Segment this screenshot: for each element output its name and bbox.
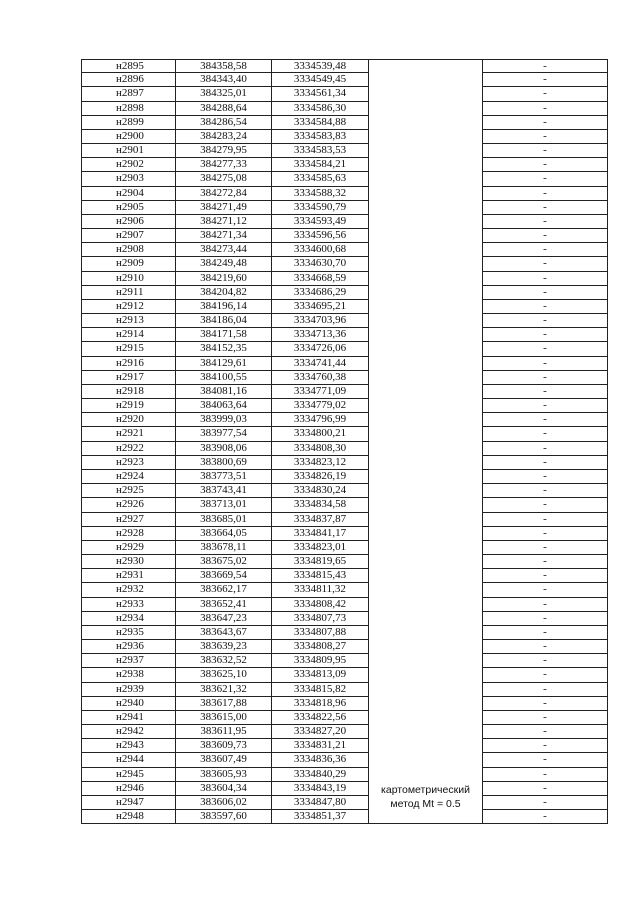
- x-coordinate-cell: 384219,60: [175, 272, 271, 285]
- x-coordinate-cell: 383669,54: [175, 569, 271, 582]
- point-id-cell: н2944: [81, 753, 175, 766]
- table-row: [81, 385, 608, 399]
- point-id-cell: н2901: [81, 144, 175, 157]
- point-id-cell: н2928: [81, 527, 175, 540]
- point-id-cell: н2895: [81, 60, 175, 72]
- point-id-cell: н2908: [81, 243, 175, 256]
- table-row: [81, 130, 608, 144]
- table-row: [81, 243, 608, 257]
- table-row: [81, 413, 608, 427]
- point-id-cell: н2945: [81, 768, 175, 781]
- table-row: [81, 683, 608, 697]
- point-id-cell: н2933: [81, 598, 175, 611]
- point-id-cell: н2940: [81, 697, 175, 710]
- value-cell: -: [482, 413, 608, 426]
- x-coordinate-cell: 383609,73: [175, 739, 271, 752]
- x-coordinate-cell: 384288,64: [175, 102, 271, 115]
- y-coordinate-cell: 3334827,20: [271, 725, 368, 738]
- y-coordinate-cell: 3334807,88: [271, 626, 368, 639]
- y-coordinate-cell: 3334596,56: [271, 229, 368, 242]
- y-coordinate-cell: 3334760,38: [271, 371, 368, 384]
- y-coordinate-cell: 3334823,12: [271, 456, 368, 469]
- x-coordinate-cell: 383662,17: [175, 583, 271, 596]
- value-cell: -: [482, 782, 608, 795]
- value-cell: -: [482, 470, 608, 483]
- x-coordinate-cell: 384196,14: [175, 300, 271, 313]
- table-row: [81, 300, 608, 314]
- y-coordinate-cell: 3334549,45: [271, 73, 368, 86]
- x-coordinate-cell: 384186,04: [175, 314, 271, 327]
- y-coordinate-cell: 3334815,43: [271, 569, 368, 582]
- value-cell: -: [482, 583, 608, 596]
- x-coordinate-cell: 383639,23: [175, 640, 271, 653]
- table-row: [81, 371, 608, 385]
- point-id-cell: н2947: [81, 796, 175, 809]
- x-coordinate-cell: 383678,11: [175, 541, 271, 554]
- x-coordinate-cell: 383800,69: [175, 456, 271, 469]
- table-row: [81, 697, 608, 711]
- point-id-cell: н2919: [81, 399, 175, 412]
- table-row: [81, 484, 608, 498]
- table-row: [81, 328, 608, 342]
- value-cell: -: [482, 342, 608, 355]
- table-row: [81, 555, 608, 569]
- y-coordinate-cell: 3334539,48: [271, 60, 368, 72]
- point-id-cell: н2923: [81, 456, 175, 469]
- y-coordinate-cell: 3334809,95: [271, 654, 368, 667]
- point-id-cell: н2910: [81, 272, 175, 285]
- x-coordinate-cell: 384325,01: [175, 87, 271, 100]
- x-coordinate-cell: 384152,35: [175, 342, 271, 355]
- value-cell: -: [482, 541, 608, 554]
- table-row: [81, 187, 608, 201]
- table-row: [81, 215, 608, 229]
- x-coordinate-cell: 383908,06: [175, 442, 271, 455]
- table-row: [81, 753, 608, 767]
- x-coordinate-cell: 383625,10: [175, 668, 271, 681]
- point-id-cell: н2930: [81, 555, 175, 568]
- x-coordinate-cell: 383647,23: [175, 612, 271, 625]
- point-id-cell: н2948: [81, 810, 175, 823]
- y-coordinate-cell: 3334822,56: [271, 711, 368, 724]
- y-coordinate-cell: 3334583,83: [271, 130, 368, 143]
- value-cell: -: [482, 272, 608, 285]
- x-coordinate-cell: 383604,34: [175, 782, 271, 795]
- value-cell: -: [482, 286, 608, 299]
- value-cell: -: [482, 399, 608, 412]
- x-coordinate-cell: 384272,84: [175, 187, 271, 200]
- value-cell: -: [482, 626, 608, 639]
- table-row: [81, 399, 608, 413]
- value-cell: -: [482, 158, 608, 171]
- value-cell: -: [482, 697, 608, 710]
- x-coordinate-cell: 383611,95: [175, 725, 271, 738]
- point-id-cell: н2943: [81, 739, 175, 752]
- x-coordinate-cell: 384063,64: [175, 399, 271, 412]
- point-id-cell: н2906: [81, 215, 175, 228]
- y-coordinate-cell: 3334584,21: [271, 158, 368, 171]
- point-id-cell: н2912: [81, 300, 175, 313]
- y-coordinate-cell: 3334807,73: [271, 612, 368, 625]
- y-coordinate-cell: 3334583,53: [271, 144, 368, 157]
- table-row: [81, 711, 608, 725]
- y-coordinate-cell: 3334590,79: [271, 201, 368, 214]
- y-coordinate-cell: 3334831,21: [271, 739, 368, 752]
- value-cell: -: [482, 172, 608, 185]
- value-cell: -: [482, 498, 608, 511]
- value-cell: -: [482, 711, 608, 724]
- point-id-cell: н2939: [81, 683, 175, 696]
- x-coordinate-cell: 383643,67: [175, 626, 271, 639]
- point-id-cell: н2914: [81, 328, 175, 341]
- point-id-cell: н2920: [81, 413, 175, 426]
- x-coordinate-cell: 384171,58: [175, 328, 271, 341]
- y-coordinate-cell: 3334800,21: [271, 427, 368, 440]
- y-coordinate-cell: 3334588,32: [271, 187, 368, 200]
- point-id-cell: н2937: [81, 654, 175, 667]
- y-coordinate-cell: 3334815,82: [271, 683, 368, 696]
- value-cell: -: [482, 385, 608, 398]
- y-coordinate-cell: 3334668,59: [271, 272, 368, 285]
- table-row: [81, 569, 608, 583]
- y-coordinate-cell: 3334840,29: [271, 768, 368, 781]
- y-coordinate-cell: 3334695,21: [271, 300, 368, 313]
- table-row: [81, 810, 608, 824]
- method-line-2: метод Mt = 0.5: [390, 798, 461, 810]
- point-id-cell: н2941: [81, 711, 175, 724]
- table-row: [81, 286, 608, 300]
- value-cell: -: [482, 612, 608, 625]
- table-row: [81, 527, 608, 541]
- point-id-cell: н2917: [81, 371, 175, 384]
- point-id-cell: н2915: [81, 342, 175, 355]
- value-cell: -: [482, 640, 608, 653]
- value-cell: -: [482, 683, 608, 696]
- table-row: [81, 357, 608, 371]
- point-id-cell: н2935: [81, 626, 175, 639]
- point-id-cell: н2911: [81, 286, 175, 299]
- table-body: [81, 59, 608, 824]
- value-cell: -: [482, 654, 608, 667]
- y-coordinate-cell: 3334836,36: [271, 753, 368, 766]
- y-coordinate-cell: 3334771,09: [271, 385, 368, 398]
- coordinates-table: [81, 59, 608, 824]
- x-coordinate-cell: 384204,82: [175, 286, 271, 299]
- y-coordinate-cell: 3334593,49: [271, 215, 368, 228]
- y-coordinate-cell: 3334585,63: [271, 172, 368, 185]
- x-coordinate-cell: 383713,01: [175, 498, 271, 511]
- value-cell: -: [482, 796, 608, 809]
- point-id-cell: н2926: [81, 498, 175, 511]
- value-cell: -: [482, 328, 608, 341]
- y-coordinate-cell: 3334584,88: [271, 116, 368, 129]
- point-id-cell: н2907: [81, 229, 175, 242]
- value-cell: -: [482, 810, 608, 823]
- point-id-cell: н2936: [81, 640, 175, 653]
- point-id-cell: н2913: [81, 314, 175, 327]
- point-id-cell: н2904: [81, 187, 175, 200]
- y-coordinate-cell: 3334819,65: [271, 555, 368, 568]
- table-row: [81, 725, 608, 739]
- point-id-cell: н2932: [81, 583, 175, 596]
- y-coordinate-cell: 3334813,09: [271, 668, 368, 681]
- table-row: [81, 470, 608, 484]
- value-cell: -: [482, 116, 608, 129]
- value-cell: -: [482, 484, 608, 497]
- x-coordinate-cell: 383605,93: [175, 768, 271, 781]
- y-coordinate-cell: 3334808,30: [271, 442, 368, 455]
- x-coordinate-cell: 384129,61: [175, 357, 271, 370]
- x-coordinate-cell: 384271,12: [175, 215, 271, 228]
- table-row: [81, 583, 608, 597]
- point-id-cell: н2922: [81, 442, 175, 455]
- x-coordinate-cell: 384081,16: [175, 385, 271, 398]
- value-cell: -: [482, 215, 608, 228]
- x-coordinate-cell: 383617,88: [175, 697, 271, 710]
- x-coordinate-cell: 383999,03: [175, 413, 271, 426]
- table-row: [81, 172, 608, 186]
- value-cell: -: [482, 243, 608, 256]
- table-row: [81, 498, 608, 512]
- x-coordinate-cell: 383621,32: [175, 683, 271, 696]
- table-row: [81, 442, 608, 456]
- table-row: [81, 73, 608, 87]
- y-coordinate-cell: 3334841,17: [271, 527, 368, 540]
- y-coordinate-cell: 3334818,96: [271, 697, 368, 710]
- table-row: [81, 739, 608, 753]
- table-row: [81, 87, 608, 101]
- value-cell: -: [482, 229, 608, 242]
- table-row: [81, 144, 608, 158]
- point-id-cell: н2938: [81, 668, 175, 681]
- y-coordinate-cell: 3334713,36: [271, 328, 368, 341]
- y-coordinate-cell: 3334830,24: [271, 484, 368, 497]
- method-line-1: картометрический: [381, 784, 470, 796]
- x-coordinate-cell: 384271,34: [175, 229, 271, 242]
- value-cell: -: [482, 73, 608, 86]
- table-row: [81, 612, 608, 626]
- value-cell: -: [482, 555, 608, 568]
- y-coordinate-cell: 3334779,02: [271, 399, 368, 412]
- value-cell: -: [482, 456, 608, 469]
- y-coordinate-cell: 3334823,01: [271, 541, 368, 554]
- table-row: [81, 229, 608, 243]
- y-coordinate-cell: 3334741,44: [271, 357, 368, 370]
- table-row: [81, 654, 608, 668]
- y-coordinate-cell: 3334561,34: [271, 87, 368, 100]
- table-row: [81, 102, 608, 116]
- table-row: [81, 541, 608, 555]
- x-coordinate-cell: 384358,58: [175, 60, 271, 72]
- point-id-cell: н2942: [81, 725, 175, 738]
- point-id-cell: н2929: [81, 541, 175, 554]
- y-coordinate-cell: 3334811,32: [271, 583, 368, 596]
- point-id-cell: н2903: [81, 172, 175, 185]
- table-row: [81, 201, 608, 215]
- table-row: [81, 598, 608, 612]
- point-id-cell: н2902: [81, 158, 175, 171]
- x-coordinate-cell: 383652,41: [175, 598, 271, 611]
- x-coordinate-cell: 384100,55: [175, 371, 271, 384]
- value-cell: -: [482, 257, 608, 270]
- point-id-cell: н2927: [81, 513, 175, 526]
- x-coordinate-cell: 383607,49: [175, 753, 271, 766]
- y-coordinate-cell: 3334843,19: [271, 782, 368, 795]
- value-cell: -: [482, 102, 608, 115]
- table-row: [81, 427, 608, 441]
- x-coordinate-cell: 384277,33: [175, 158, 271, 171]
- value-cell: -: [482, 739, 608, 752]
- y-coordinate-cell: 3334808,27: [271, 640, 368, 653]
- value-cell: -: [482, 442, 608, 455]
- table-row: [81, 342, 608, 356]
- x-coordinate-cell: 384273,44: [175, 243, 271, 256]
- value-cell: -: [482, 144, 608, 157]
- y-coordinate-cell: 3334851,37: [271, 810, 368, 823]
- method-note: [369, 783, 482, 811]
- x-coordinate-cell: 383632,52: [175, 654, 271, 667]
- y-coordinate-cell: 3334586,30: [271, 102, 368, 115]
- x-coordinate-cell: 383773,51: [175, 470, 271, 483]
- value-cell: -: [482, 371, 608, 384]
- y-coordinate-cell: 3334726,06: [271, 342, 368, 355]
- y-coordinate-cell: 3334703,96: [271, 314, 368, 327]
- value-cell: -: [482, 87, 608, 100]
- y-coordinate-cell: 3334600,68: [271, 243, 368, 256]
- point-id-cell: н2934: [81, 612, 175, 625]
- x-coordinate-cell: 383685,01: [175, 513, 271, 526]
- method-column: [368, 59, 483, 824]
- x-coordinate-cell: 384271,49: [175, 201, 271, 214]
- point-id-cell: н2931: [81, 569, 175, 582]
- y-coordinate-cell: 3334630,70: [271, 257, 368, 270]
- point-id-cell: н2896: [81, 73, 175, 86]
- value-cell: -: [482, 725, 608, 738]
- y-coordinate-cell: 3334834,58: [271, 498, 368, 511]
- value-cell: -: [482, 768, 608, 781]
- x-coordinate-cell: 383743,41: [175, 484, 271, 497]
- value-cell: -: [482, 668, 608, 681]
- x-coordinate-cell: 383597,60: [175, 810, 271, 823]
- table-row: [81, 272, 608, 286]
- point-id-cell: н2900: [81, 130, 175, 143]
- y-coordinate-cell: 3334808,42: [271, 598, 368, 611]
- x-coordinate-cell: 384283,24: [175, 130, 271, 143]
- point-id-cell: н2916: [81, 357, 175, 370]
- value-cell: -: [482, 513, 608, 526]
- point-id-cell: н2909: [81, 257, 175, 270]
- table-row: [81, 257, 608, 271]
- value-cell: -: [482, 598, 608, 611]
- x-coordinate-cell: 383615,00: [175, 711, 271, 724]
- table-row: [81, 796, 608, 810]
- value-cell: -: [482, 187, 608, 200]
- x-coordinate-cell: 384343,40: [175, 73, 271, 86]
- y-coordinate-cell: 3334837,87: [271, 513, 368, 526]
- value-cell: -: [482, 569, 608, 582]
- table-row: [81, 640, 608, 654]
- x-coordinate-cell: 383977,54: [175, 427, 271, 440]
- value-cell: -: [482, 427, 608, 440]
- table-row: [81, 116, 608, 130]
- table-row: [81, 626, 608, 640]
- point-id-cell: н2918: [81, 385, 175, 398]
- value-cell: -: [482, 201, 608, 214]
- table-row: [81, 768, 608, 782]
- y-coordinate-cell: 3334826,19: [271, 470, 368, 483]
- value-cell: -: [482, 130, 608, 143]
- table-row: [81, 513, 608, 527]
- x-coordinate-cell: 384286,54: [175, 116, 271, 129]
- x-coordinate-cell: 383606,02: [175, 796, 271, 809]
- x-coordinate-cell: 384279,95: [175, 144, 271, 157]
- value-cell: -: [482, 300, 608, 313]
- table-row: [81, 314, 608, 328]
- x-coordinate-cell: 383664,05: [175, 527, 271, 540]
- y-coordinate-cell: 3334796,99: [271, 413, 368, 426]
- point-id-cell: н2898: [81, 102, 175, 115]
- point-id-cell: н2897: [81, 87, 175, 100]
- table-row: [81, 59, 608, 73]
- point-id-cell: н2905: [81, 201, 175, 214]
- table-row: [81, 668, 608, 682]
- table-row: [81, 158, 608, 172]
- point-id-cell: н2925: [81, 484, 175, 497]
- x-coordinate-cell: 384249,48: [175, 257, 271, 270]
- value-cell: -: [482, 60, 608, 72]
- value-cell: -: [482, 357, 608, 370]
- x-coordinate-cell: 384275,08: [175, 172, 271, 185]
- value-cell: -: [482, 527, 608, 540]
- point-id-cell: н2899: [81, 116, 175, 129]
- value-cell: -: [482, 314, 608, 327]
- point-id-cell: н2946: [81, 782, 175, 795]
- x-coordinate-cell: 383675,02: [175, 555, 271, 568]
- table-row: [81, 782, 608, 796]
- point-id-cell: н2921: [81, 427, 175, 440]
- y-coordinate-cell: 3334686,29: [271, 286, 368, 299]
- table-row: [81, 456, 608, 470]
- point-id-cell: н2924: [81, 470, 175, 483]
- y-coordinate-cell: 3334847,80: [271, 796, 368, 809]
- value-cell: -: [482, 753, 608, 766]
